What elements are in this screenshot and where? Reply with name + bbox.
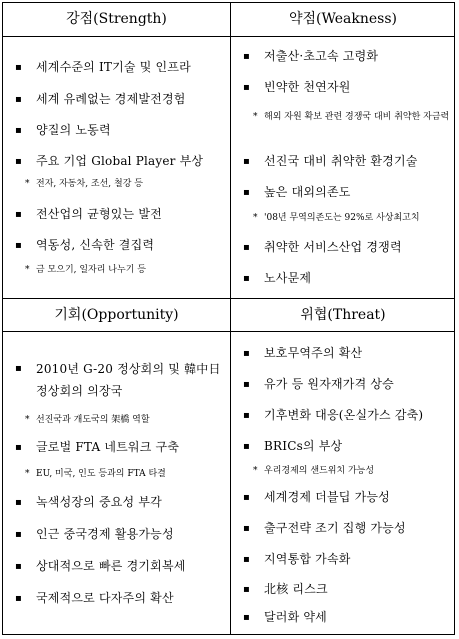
bullet-icon: ▪ xyxy=(243,554,250,565)
threat-header: 위협(Threat) xyxy=(300,307,386,323)
asterisk-icon: * xyxy=(253,466,258,476)
bullet-icon: ▪ xyxy=(15,497,22,508)
bullet-icon: ▪ xyxy=(243,379,250,390)
bullet-icon: ▪ xyxy=(15,94,22,105)
strength-header: 강점(Strength) xyxy=(66,11,167,27)
asterisk-icon: * xyxy=(25,415,30,425)
bullet-icon: ▪ xyxy=(15,62,22,73)
asterisk-icon: * xyxy=(253,112,258,122)
bullet-icon: ▪ xyxy=(243,612,250,623)
bullet-icon: ▪ xyxy=(243,187,250,198)
weakness-header: 약점(Weakness) xyxy=(288,11,397,27)
bullet-icon: ▪ xyxy=(15,363,22,374)
opportunity-header: 기회(Opportunity) xyxy=(54,307,179,323)
weakness-cell: ▪ 저출산·초고속 고령화 ▪ 빈약한 천연자원 * 해외 자원 확보 관련 경쟁국 대비 취약한 자금력 ▪ 선진국 대비 취약한 환경기술 ▪ 높은 대외의존도 * '08년 무역의존도는 92%로 사상최고치 ▪ 취약한 서비스산업 경쟁력 ▪ 노사문제 xyxy=(243,49,450,285)
bullet-icon: ▪ xyxy=(15,209,22,220)
bullet-icon: ▪ xyxy=(15,156,22,167)
asterisk-icon: * xyxy=(25,179,30,189)
bullet-icon: ▪ xyxy=(243,523,250,534)
bullet-icon: ▪ xyxy=(15,561,22,572)
bullet-icon: ▪ xyxy=(15,125,22,136)
bullet-icon: ▪ xyxy=(243,584,250,595)
bullet-icon: ▪ xyxy=(243,348,250,359)
bullet-icon: ▪ xyxy=(243,273,250,284)
bullet-icon: ▪ xyxy=(15,529,22,540)
bullet-icon: ▪ xyxy=(243,51,250,62)
asterisk-icon: * xyxy=(25,469,30,479)
bullet-icon: ▪ xyxy=(15,442,22,453)
swot-table xyxy=(2,2,455,635)
bullet-icon: ▪ xyxy=(243,156,250,167)
asterisk-icon: * xyxy=(253,213,258,223)
bullet-icon: ▪ xyxy=(15,240,22,251)
bullet-icon: ▪ xyxy=(243,242,250,253)
bullet-icon: ▪ xyxy=(243,441,250,452)
bullet-icon: ▪ xyxy=(243,82,250,93)
threat-cell: ▪ 보호무역주의 확산 ▪ 유가 등 원자재가격 상승 ▪ 기후변화 대응(온실가스 감축) ▪ BRICs의 부상 * 우리경제의 샌드위치 가능성 ▪ 세계경제 더블딥 가능성 ▪ 출구전략 조기 집행 가능성 ▪ 지역통합 가속화 ▪ 北核 리스크 ▪ 달러화 약세 xyxy=(243,346,424,624)
asterisk-icon: * xyxy=(25,265,30,275)
opportunity-cell: ▪ 2010년 G-20 정상회의 및 韓中日 정상회의 의장국 * 선진국과 개도국의 架橋 역할 ▪ 글로벌 FTA 네트워크 구축 * EU, 미국, 인도 등과의 FTA 타결 ▪ 녹색성장의 중요성 부각 ▪ 인근 중국경제 활용가능성 ▪ 상대적으로 빠른 경기회복세 ▪ 국제적으로 다자주의 확산 xyxy=(3,332,230,635)
strength-cell: ▪ 세계수준의 IT기술 및 인프라 ▪ 세계 유례없는 경제발전경험 ▪ 양질의 노동력 ▪ 주요 기업 Global Player 부상 * 전자, 자동차, 조선, 철강 등 ▪ 전산업의 균형있는 발전 ▪ 역동성, 신속한 결집력 * 금 모으기, 일자리 나누기 등 xyxy=(15,60,204,275)
bullet-icon: ▪ xyxy=(243,410,250,421)
bullet-icon: ▪ xyxy=(15,593,22,604)
bullet-icon: ▪ xyxy=(243,492,250,503)
